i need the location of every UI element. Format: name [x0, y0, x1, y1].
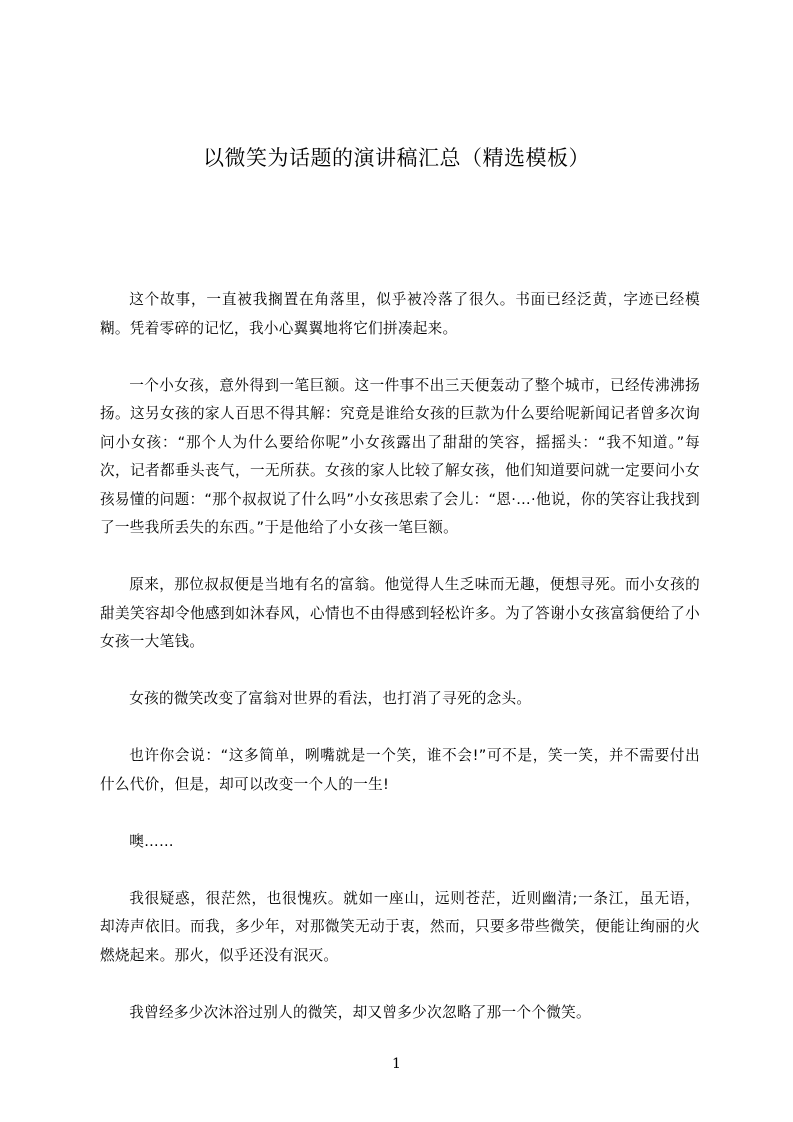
page-number: 1	[392, 1056, 401, 1072]
paragraph: 一个小女孩，意外得到一笔巨额。这一件事不出三天便轰动了整个城市，已经传沸沸扬扬。这另女孩的家人百思不得其解：究竟是谁给女孩的巨款为什么要给呢新闻记者曾多次询问小女孩：“那个人为什么要给你呢”小女孩露出了甜甜的笑容，摇摇头：“我不知道。”每次，记者都垂头丧气，一无所获。女孩的家人比较了解女孩，他们知道要问就一定要问小女孩易懂的问题：“那个叔叔说了什么吗”小女孩思索了会儿：“恩·…·他说，你的笑容让我找到了一些我所丢失的东西。”于是他给了小女孩一笔巨额。	[100, 376, 700, 536]
paragraph: 女孩的微笑改变了富翁对世界的看法，也打消了寻死的念头。	[129, 690, 532, 707]
paragraph: 也许你会说：“这多简单，咧嘴就是一个笑，谁不会!”可不是，笑一笑，并不需要付出什么代价，但是，却可以改变一个人的一生!	[100, 747, 700, 793]
paragraph: 噢……	[129, 832, 174, 850]
paragraph: 我曾经多少次沐浴过别人的微笑，却又曾多少次忽略了那一个个微笑。	[129, 1003, 591, 1021]
paragraph: 我很疑惑，很茫然，也很愧疚。就如一座山，远则苍茫，近则幽清;一条江，虽无语，却涛声依旧。而我，多少年，对那微笑无动于衷，然而，只要多带些微笑，便能让绚丽的火燃烧起来。那火，似乎还没有泯灭。	[100, 889, 700, 964]
paragraph: 这个故事，一直被我搁置在角落里，似乎被冷落了很久。书面已经泛黄，字迹已经模糊。凭着零碎的记忆，我小心翼翼地将它们拼凑起来。	[100, 291, 700, 337]
document-body	[100, 286, 700, 1056]
document-title: 以微笑为话题的演讲稿汇总（精选模板）	[203, 146, 590, 170]
paragraph: 原来，那位叔叔便是当地有名的富翁。他觉得人生乏味而无趣，便想寻死。而小女孩的甜美笑容却令他感到如沐春风，心情也不由得感到轻松许多。为了答谢小女孩富翁便给了小女孩一大笔钱。	[100, 576, 700, 650]
